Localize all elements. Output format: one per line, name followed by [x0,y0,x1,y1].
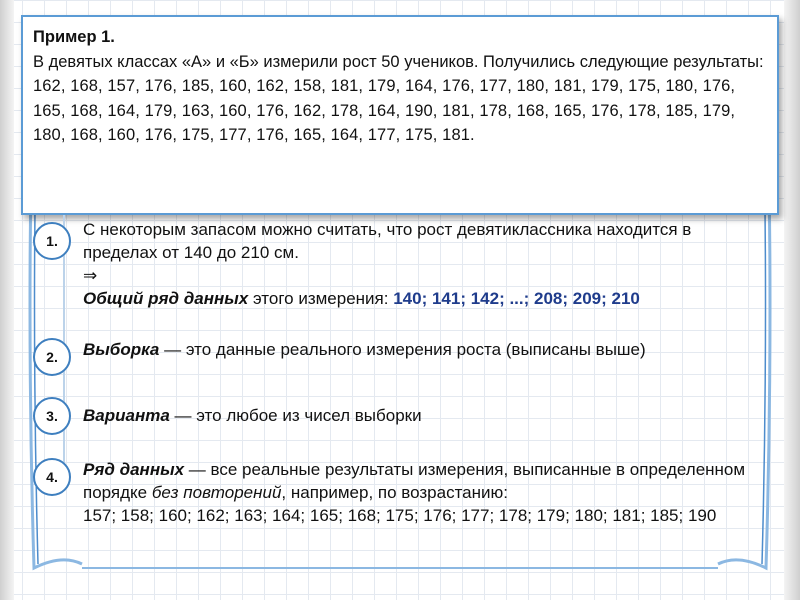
right-page-edge [784,0,800,600]
example-box [21,15,779,215]
step-4-rest: — все реальные результаты измерения, выписанные в определенном порядке [83,460,746,502]
sorted-values: 157; 158; 160; 162; 163; 164; 165; 168; 175; 176; 177; 178; 179; 180; 181; 185; 190 [83,506,717,525]
step-4-text [83,458,763,527]
left-page-edge [0,0,14,600]
example-title: Пример 1. [33,28,115,46]
term-sample: Выборка [83,340,160,359]
step-1-description: С некоторым запасом можно считать, что рост девятиклассника находится в пределах от 140 до 210 см. [83,220,692,262]
step-2-rest: — это данные реального измерения роста (выписаны выше) [159,340,646,359]
step-2-text [83,338,763,361]
step-badge-4: 4. [33,458,71,496]
example-description: В девятых классах «А» и «Б» измерили рост 50 учеников. Получились следующие результаты: [33,52,764,71]
example-values: 162, 168, 157, 176, 185, 160, 162, 158, 181, 179, 164, 176, 177, 180, 181, 179, 175, 180, 176, 165, 168, 164, 179, 163, 160, 176, 162, 178, 164, 190, 181, 178, 168, 165, 176, 178, 185, 179, 180, 168, 160, 176, 175, 177, 176, 165, 164, 177, 175, 181. [33,77,736,144]
step-badge-3: 3. [33,397,71,435]
step-1-definition [83,287,763,310]
term-data-series: Ряд данных [83,460,185,479]
step-4-rest-2: , например, по возрастанию: [281,483,508,502]
step-4-definition [83,458,763,504]
general-series-values: 140; 141; 142; ...; 208; 209; 210 [393,289,640,308]
step-3-text [83,404,763,427]
step-badge-2: 2. [33,338,71,376]
step-1-rest: этого измерения: [248,289,394,308]
step-1-text [83,218,763,310]
step-4-emphasis: без повторений [151,483,282,502]
term-variant: Варианта [83,406,170,425]
implies-arrow: ⇒ [83,266,98,285]
term-general-series: Общий ряд данных [83,289,249,308]
step-badge-1: 1. [33,222,71,260]
step-3-rest: — это любое из чисел выборки [169,406,422,425]
